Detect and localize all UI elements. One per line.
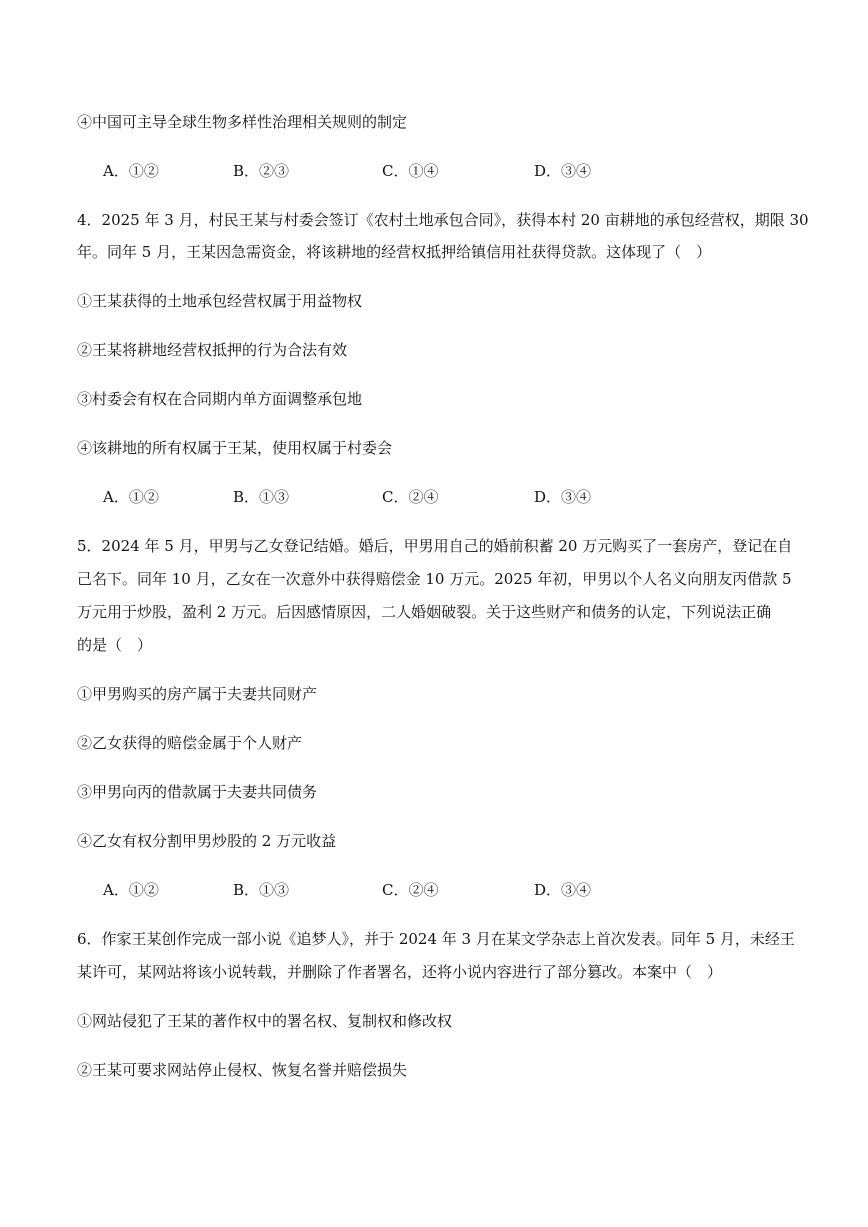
q3-option-d: D．③④: [534, 162, 592, 180]
q6-stem-line-1: 6．作家王某创作完成一部小说《追梦人》，并于 2024 年 3 月在某文学杂志上首次发表。同年 5 月，未经王: [77, 930, 795, 948]
q4-option-a: A．①②: [103, 488, 159, 506]
q5-stem-line-3: 万元用于炒股，盈利 2 万元。后因感情原因，二人婚姻破裂。关于这些财产和债务的认定，下列说法正确: [77, 603, 772, 621]
q5-options: [103, 880, 663, 902]
q5-option-c: C．②④: [382, 881, 439, 899]
q5-item-1: ①甲男购买的房产属于夫妻共同财产: [77, 685, 318, 703]
q6-item-2: ②王某可要求网站停止侵权、恢复名誉并赔偿损失: [77, 1061, 408, 1079]
q6-stem-line-2: 某许可，某网站将该小说转载，并删除了作者署名，还将小说内容进行了部分篡改。本案中（ ）: [77, 963, 723, 981]
q3-option-a: A．①②: [103, 162, 159, 180]
q4-stem-line-1: 4．2025 年 3 月，村民王某与村委会签订《农村土地承包合同》，获得本村 20 亩耕地的承包经营权，期限 30: [77, 211, 809, 229]
q5-item-4: ④乙女有权分割甲男炒股的 2 万元收益: [77, 832, 337, 850]
q5-item-3: ③甲男向丙的借款属于夫妻共同债务: [77, 783, 318, 801]
q4-item-2: ②王某将耕地经营权抵押的行为合法有效: [77, 341, 348, 359]
q5-option-b: B．①③: [233, 881, 290, 899]
q4-options: [103, 487, 663, 509]
q3-option-c: C．①④: [382, 162, 439, 180]
q3-options: [103, 161, 663, 183]
q5-option-d: D．③④: [534, 881, 592, 899]
q3-option-b: B．②③: [233, 162, 290, 180]
q5-option-a: A．①②: [103, 881, 159, 899]
q5-item-2: ②乙女获得的赔偿金属于个人财产: [77, 734, 303, 752]
q6-item-1: ①网站侵犯了王某的著作权中的署名权、复制权和修改权: [77, 1012, 453, 1030]
q3-item-4: ④中国可主导全球生物多样性治理相关规则的制定: [77, 113, 408, 131]
q4-stem-line-2: 年。同年 5 月，王某因急需资金，将该耕地的经营权抵押给镇信用社获得贷款。这体现了（ ）: [77, 243, 712, 261]
q5-stem-line-4: 的是（ ）: [77, 636, 153, 654]
q5-stem-line-1: 5．2024 年 5 月，甲男与乙女登记结婚。婚后，甲男用自己的婚前积蓄 20 万元购买了一套房产，登记在自: [77, 537, 793, 555]
q4-option-b: B．①③: [233, 488, 290, 506]
q5-stem-line-2: 己名下。同年 10 月，乙女在一次意外中获得赔偿金 10 万元。2025 年初，甲男以个人名义向朋友丙借款 5: [77, 570, 792, 588]
q4-option-d: D．③④: [534, 488, 592, 506]
q4-option-c: C．②④: [382, 488, 439, 506]
q4-item-1: ①王某获得的土地承包经营权属于用益物权: [77, 292, 363, 310]
q4-item-4: ④该耕地的所有权属于王某，使用权属于村委会: [77, 439, 393, 457]
q4-item-3: ③村委会有权在合同期内单方面调整承包地: [77, 390, 363, 408]
